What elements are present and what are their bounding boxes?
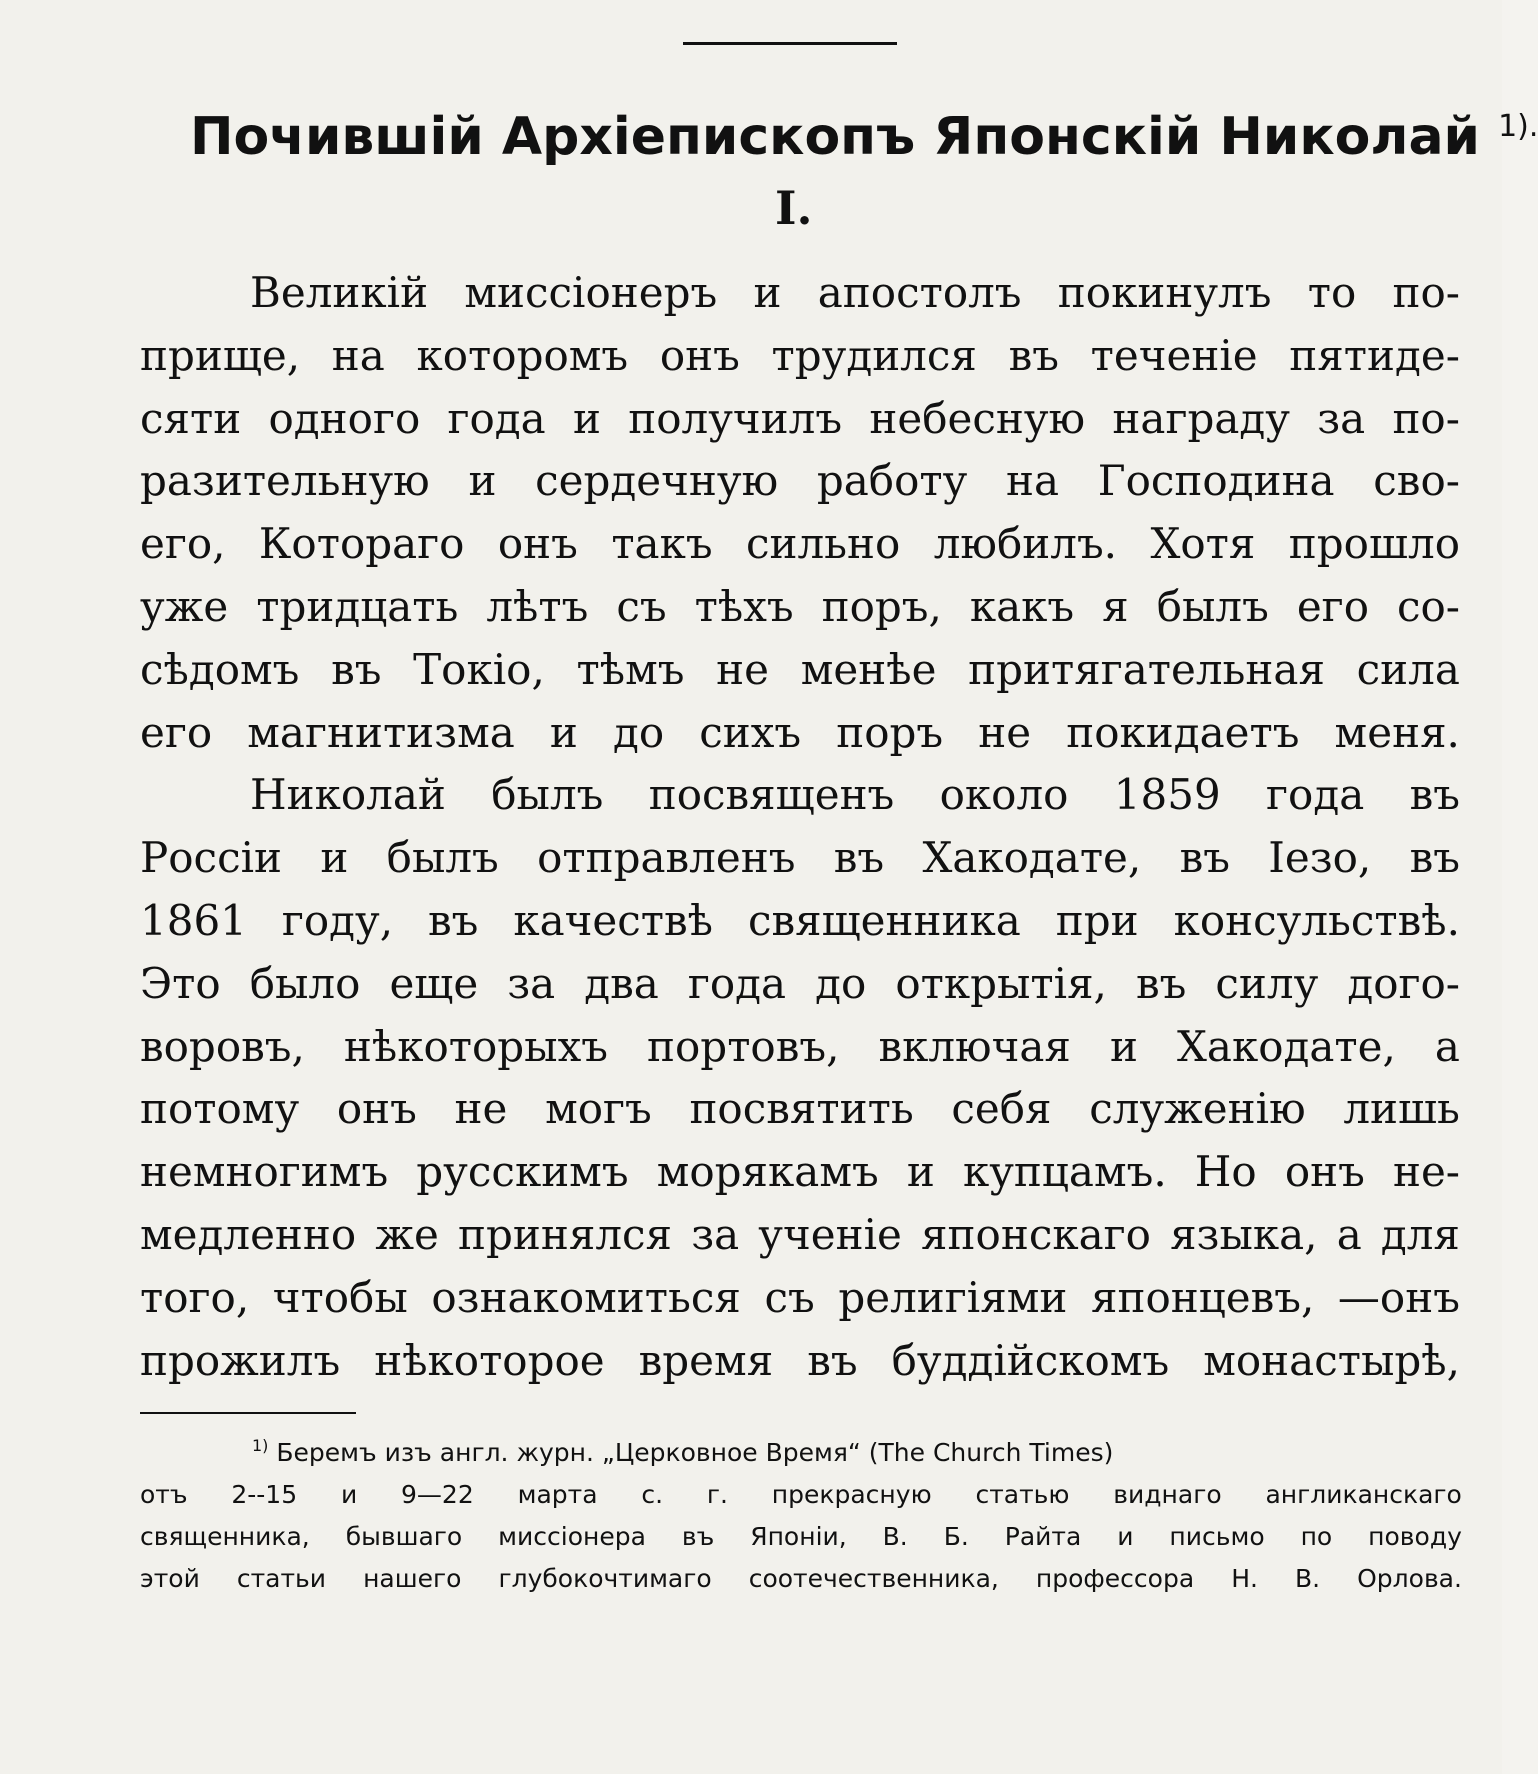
word: его [140, 707, 213, 757]
word: поводу [1368, 1522, 1462, 1551]
word: с. [641, 1480, 664, 1509]
article-title [190, 92, 1538, 172]
word: менѣе [800, 644, 937, 694]
word: г. [706, 1480, 728, 1509]
word: Японіи, [750, 1522, 847, 1551]
article-title-text: Почившій Архіепископъ Японскій Николай [190, 107, 1480, 167]
word: же [375, 1209, 439, 1259]
word: потому [140, 1084, 300, 1134]
word: поръ, [821, 581, 942, 631]
word: онъ [497, 519, 578, 569]
text-line [140, 890, 1460, 953]
word: Орлова. [1357, 1564, 1462, 1593]
word: съ [616, 581, 667, 631]
word: въ [1409, 833, 1460, 883]
word: меня. [1334, 707, 1460, 757]
word: морякамъ [656, 1147, 879, 1197]
word: Господина [1097, 456, 1335, 506]
word: въ [1409, 770, 1460, 820]
word: было [249, 958, 361, 1008]
word: апостолъ [817, 268, 1022, 317]
word: не- [1392, 1147, 1460, 1197]
word: то [1307, 268, 1357, 317]
word: служенію [1089, 1084, 1306, 1134]
word: японскаго [921, 1209, 1151, 1259]
word: года [687, 958, 787, 1008]
word: профессора [1035, 1564, 1195, 1593]
word: притягательная [968, 644, 1325, 694]
word: поръ [836, 707, 944, 757]
word: лѣтъ [486, 581, 589, 631]
word: миссіонеръ [464, 268, 718, 317]
text-line [140, 1016, 1460, 1079]
text-line [140, 325, 1460, 388]
word: 1859 [1113, 770, 1221, 820]
word: былъ [386, 833, 499, 883]
word: ученіе [758, 1209, 902, 1259]
word: любилъ. [933, 519, 1118, 569]
word: на [1006, 456, 1060, 506]
word: посвященъ [648, 770, 895, 820]
word: консульствѣ. [1173, 895, 1460, 945]
word: того, [140, 1272, 250, 1322]
word: лишь [1343, 1084, 1460, 1134]
word: отправленъ [537, 833, 796, 883]
word: не [454, 1084, 508, 1134]
word: прище, [140, 330, 301, 380]
word: прекрасную [771, 1480, 932, 1509]
word: В. [1294, 1564, 1321, 1593]
word: сво- [1373, 456, 1460, 506]
word: время [638, 1335, 774, 1385]
word: для [1380, 1209, 1460, 1259]
word: религіями [838, 1272, 1068, 1322]
word: англиканскаго [1265, 1480, 1462, 1509]
word: Великій [250, 268, 429, 317]
word: Россіи [140, 833, 283, 883]
word: нѣкоторыхъ [343, 1021, 608, 1071]
text-line [140, 1330, 1460, 1393]
word: сихъ [699, 707, 802, 757]
word: онъ [1284, 1147, 1365, 1197]
word: письмо [1169, 1522, 1265, 1551]
word: В. [882, 1522, 908, 1551]
word: 2--15 [231, 1480, 298, 1509]
word: марта [517, 1480, 598, 1509]
word: включая [878, 1021, 1071, 1071]
word: могъ [545, 1084, 652, 1134]
word: Это [140, 958, 221, 1008]
word: сильно [745, 519, 901, 569]
text-line [140, 1267, 1460, 1330]
word: Райта [1004, 1522, 1082, 1551]
word: качествѣ [513, 895, 713, 945]
text-line [140, 450, 1460, 513]
word: нѣкоторое [374, 1335, 605, 1385]
word: медленно [140, 1209, 357, 1259]
word: этой [140, 1564, 200, 1593]
word: виднаго [1113, 1480, 1222, 1509]
word: силу [1215, 958, 1319, 1008]
word: 9—22 [401, 1480, 474, 1509]
word: былъ [1156, 581, 1269, 631]
word: награду [1112, 393, 1290, 443]
word: портовъ, [647, 1021, 840, 1071]
word: такъ [611, 519, 713, 569]
word: пятиде- [1289, 330, 1460, 380]
word: не [978, 707, 1032, 757]
word: до [612, 707, 665, 757]
word: по- [1392, 393, 1460, 443]
word: принялся [457, 1209, 673, 1259]
word: его, [140, 519, 226, 569]
word: и [753, 268, 782, 317]
word: и [1117, 1522, 1134, 1551]
word: 1861 [140, 895, 247, 945]
word: и [906, 1147, 935, 1197]
word: тѣхъ [694, 581, 794, 631]
word: года [447, 393, 546, 443]
word: открытія, [895, 958, 1107, 1008]
word: и [1109, 1021, 1138, 1071]
text-line [140, 576, 1460, 639]
word: до [815, 958, 867, 1008]
word: по [1300, 1522, 1333, 1551]
word: въ [1179, 833, 1230, 883]
word: одного [268, 393, 421, 443]
word: Но [1194, 1147, 1257, 1197]
word: прожилъ [140, 1335, 341, 1385]
word: его [1296, 581, 1369, 631]
footnote-rule [140, 1412, 356, 1414]
word: Хотя [1150, 519, 1256, 569]
word: монастырѣ, [1203, 1335, 1460, 1385]
word: въ [428, 895, 479, 945]
word: получилъ [628, 393, 843, 443]
text-line [140, 1078, 1460, 1141]
word: статью [975, 1480, 1070, 1509]
word: и [340, 1480, 358, 1509]
section-number: I. [775, 181, 813, 235]
word: теченіе [1090, 330, 1258, 380]
word: два [584, 958, 659, 1008]
word: еще [389, 958, 479, 1008]
word: года [1266, 770, 1365, 820]
word: а [1434, 1021, 1460, 1071]
word: а [1336, 1209, 1362, 1259]
word: японцевъ, [1090, 1272, 1315, 1322]
footnote-line-text: Беремъ изъ англ. журн. „Церковное Время“ (The Church Times) [276, 1438, 1114, 1467]
word: языка, [1170, 1209, 1318, 1259]
word: сѣдомъ [140, 644, 300, 694]
word: онъ [336, 1084, 417, 1134]
word: былъ [491, 770, 604, 820]
word: работу [816, 456, 968, 506]
word: миссіонера [498, 1522, 646, 1551]
word: —онъ [1337, 1272, 1460, 1322]
word: тридцать [256, 581, 459, 631]
word: и [320, 833, 349, 883]
top-rule [683, 42, 897, 45]
word: со- [1397, 581, 1460, 631]
word: около [939, 770, 1069, 820]
word: и [572, 393, 601, 443]
word: въ [833, 833, 885, 883]
word: Токіо, [413, 644, 545, 694]
text-line [140, 639, 1460, 702]
word: Котораго [258, 519, 465, 569]
word: священника [747, 895, 1021, 945]
footnote-line [140, 1516, 1462, 1558]
word: немногимъ [140, 1147, 389, 1197]
word: въ [807, 1335, 858, 1385]
word: Іезо, [1268, 833, 1372, 883]
word: покидаетъ [1066, 707, 1300, 757]
word: за [691, 1209, 740, 1259]
word: русскимъ [416, 1147, 629, 1197]
footnote [140, 1425, 1462, 1600]
word: буддійскомъ [891, 1335, 1170, 1385]
word: при [1055, 895, 1139, 945]
word: глубокочтимаго [498, 1564, 712, 1593]
word: Б. [943, 1522, 969, 1551]
word: и [549, 707, 578, 757]
text-line [140, 262, 1460, 325]
word: ознакомиться [431, 1272, 741, 1322]
word: я [1102, 581, 1129, 631]
word: сердечную [535, 456, 779, 506]
word: онъ [659, 330, 740, 380]
text-line [140, 764, 1460, 827]
word: воровъ, [140, 1021, 305, 1071]
word: и [468, 456, 497, 506]
word: Хакодате, [1177, 1021, 1396, 1071]
word: священника, [140, 1522, 310, 1551]
word: прошло [1288, 519, 1460, 569]
word: въ [681, 1522, 715, 1551]
word: себя [951, 1084, 1052, 1134]
word: съ [764, 1272, 815, 1322]
footnote-line [140, 1558, 1462, 1600]
word: въ [331, 644, 382, 694]
article-body [140, 262, 1460, 1392]
word: бывшаго [345, 1522, 463, 1551]
word: небесную [869, 393, 1086, 443]
word: уже [140, 581, 229, 631]
word: Н. [1231, 1564, 1258, 1593]
footnote-line [140, 1425, 1462, 1474]
word: соотечественника, [748, 1564, 999, 1593]
word: дого- [1347, 958, 1460, 1008]
text-line [140, 702, 1460, 765]
word: не [716, 644, 770, 694]
word: нашего [363, 1564, 462, 1593]
word: покинулъ [1057, 268, 1272, 317]
word: тѣмъ [576, 644, 685, 694]
word: сила [1356, 644, 1460, 694]
word: посвятить [689, 1084, 914, 1134]
text-line [140, 953, 1460, 1016]
word: за [1317, 393, 1366, 443]
word: купцамъ. [962, 1147, 1167, 1197]
word: которомъ [416, 330, 629, 380]
word: сяти [140, 393, 242, 443]
text-line [140, 1204, 1460, 1267]
word: Николай [250, 770, 446, 820]
word: Хакодате, [922, 833, 1142, 883]
word: какъ [969, 581, 1075, 631]
word: по- [1392, 268, 1460, 317]
word: году, [281, 895, 394, 945]
word: въ [1135, 958, 1187, 1008]
text-line [140, 1141, 1460, 1204]
text-line [140, 388, 1460, 451]
word: на [331, 330, 385, 380]
footnote-line [140, 1474, 1462, 1516]
word: за [507, 958, 556, 1008]
text-line [140, 513, 1460, 576]
word: разительную [140, 456, 430, 506]
word: чтобы [272, 1272, 408, 1322]
title-footnote-marker: 1). [1498, 109, 1538, 144]
text-line [140, 827, 1460, 890]
footnote-marker: 1) [252, 1436, 269, 1455]
word: отъ [140, 1480, 188, 1509]
word: въ [1008, 330, 1059, 380]
word: магнитизма [247, 707, 515, 757]
word: статьи [236, 1564, 327, 1593]
word: трудился [771, 330, 977, 380]
